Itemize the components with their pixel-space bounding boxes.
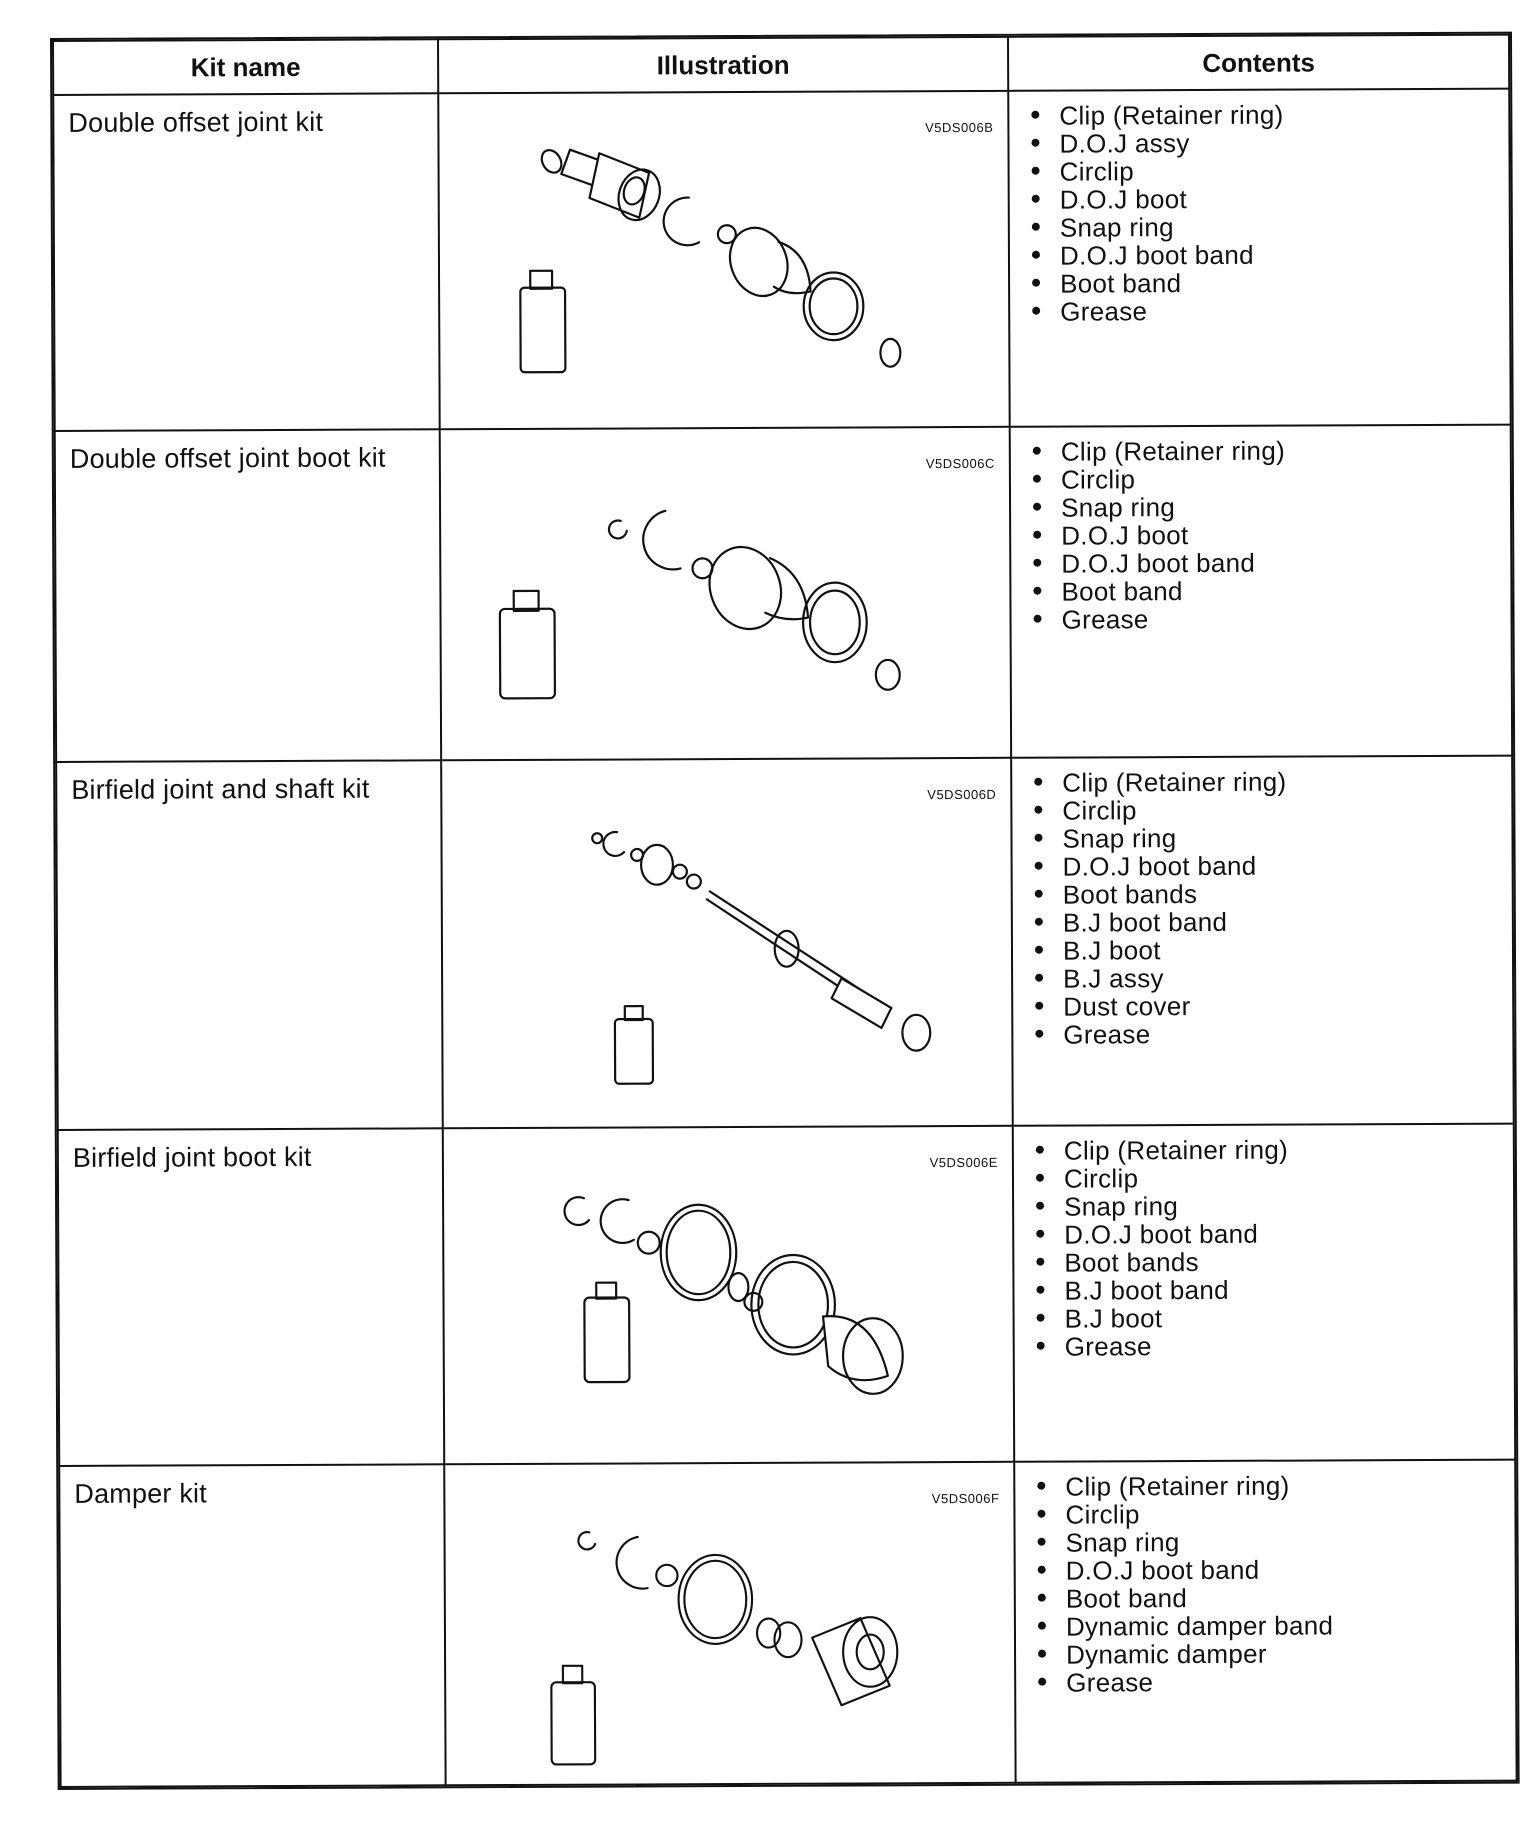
contents-list — [1027, 436, 1511, 634]
list-item: Snap ring — [1032, 1527, 1515, 1557]
kit-name-cell: Damper kit — [59, 1464, 445, 1787]
list-item: D.O.J boot band — [1026, 240, 1509, 270]
header-illustration: Illustration — [438, 37, 1008, 93]
illustration-cell — [438, 91, 1009, 429]
list-item: B.J boot band — [1029, 907, 1512, 937]
table-row — [56, 756, 1514, 1130]
header-kit-name: Kit name — [53, 39, 438, 95]
doj-boot-kit-illustration — [441, 428, 1010, 759]
list-item: Clip (Retainer ring) — [1027, 436, 1510, 466]
list-item: Grease — [1032, 1667, 1515, 1697]
list-item: Snap ring — [1030, 1191, 1513, 1221]
figure-code: V5DS006D — [927, 786, 997, 803]
kit-table-sheet — [50, 32, 1520, 1790]
list-item: D.O.J boot band — [1027, 548, 1510, 578]
list-item: Circlip — [1026, 156, 1509, 186]
list-item: Clip (Retainer ring) — [1030, 1135, 1513, 1165]
list-item: Circlip — [1027, 464, 1510, 494]
figure-code: V5DS006C — [925, 455, 995, 472]
list-item: Grease — [1029, 1019, 1512, 1049]
list-item: D.O.J boot band — [1029, 851, 1512, 881]
contents-cell — [1014, 1460, 1516, 1783]
list-item: Grease — [1031, 1331, 1514, 1361]
contents-list — [1030, 1135, 1514, 1361]
list-item: D.O.J boot band — [1032, 1555, 1515, 1585]
kit-name-cell: Double offset joint kit — [53, 93, 439, 431]
table-row — [53, 89, 1510, 431]
damper-kit-illustration — [445, 1463, 1014, 1784]
contents-cell — [1010, 425, 1512, 758]
contents-list — [1031, 1471, 1515, 1697]
list-item: Clip (Retainer ring) — [1031, 1471, 1514, 1501]
list-item: Grease — [1027, 604, 1510, 634]
bj-shaft-kit-illustration — [442, 759, 1012, 1127]
contents-cell — [1013, 1124, 1515, 1462]
list-item: Circlip — [1031, 1499, 1514, 1529]
header-row — [53, 35, 1509, 95]
list-item: B.J assy — [1029, 963, 1512, 993]
contents-list — [1025, 100, 1509, 326]
list-item: Circlip — [1030, 1163, 1513, 1193]
list-item: Dust cover — [1029, 991, 1512, 1021]
list-item: Snap ring — [1027, 492, 1510, 522]
list-item: Snap ring — [1026, 212, 1509, 242]
list-item: Circlip — [1028, 795, 1511, 825]
list-item: Boot band — [1027, 576, 1510, 606]
list-item: D.O.J assy — [1025, 128, 1508, 158]
list-item: B.J boot — [1029, 935, 1512, 965]
doj-kit-illustration — [439, 92, 1008, 428]
table-row — [59, 1460, 1516, 1787]
contents-list — [1028, 767, 1512, 1049]
illustration-cell — [444, 1462, 1015, 1785]
header-contents: Contents — [1008, 35, 1509, 91]
list-item: Boot band — [1026, 268, 1509, 298]
kit-name-cell: Birfield joint and shaft kit — [56, 760, 443, 1130]
figure-code: V5DS006E — [929, 1154, 998, 1171]
table-row — [58, 1124, 1515, 1466]
kit-table — [52, 34, 1518, 1788]
list-item: Boot bands — [1029, 879, 1512, 909]
list-item: D.O.J boot — [1027, 520, 1510, 550]
bj-boot-kit-illustration — [444, 1127, 1013, 1463]
illustration-cell — [443, 1126, 1014, 1464]
figure-code: V5DS006B — [925, 119, 994, 136]
list-item: Grease — [1026, 296, 1509, 326]
list-item: D.O.J boot — [1026, 184, 1509, 214]
list-item: Snap ring — [1028, 823, 1511, 853]
list-item: B.J boot — [1031, 1303, 1514, 1333]
list-item: Boot bands — [1030, 1247, 1513, 1277]
contents-cell — [1008, 89, 1510, 427]
list-item: D.O.J boot band — [1030, 1219, 1513, 1249]
figure-code: V5DS006F — [931, 1490, 1000, 1507]
kit-name-cell: Double offset joint boot kit — [55, 429, 441, 762]
list-item: Boot band — [1032, 1583, 1515, 1613]
list-item: Dynamic damper band — [1032, 1611, 1515, 1641]
kit-name-cell: Birfield joint boot kit — [58, 1128, 444, 1466]
table-row — [55, 425, 1512, 762]
list-item: Dynamic damper — [1032, 1639, 1515, 1669]
list-item: Clip (Retainer ring) — [1028, 767, 1511, 797]
illustration-cell — [440, 427, 1011, 760]
illustration-cell — [441, 758, 1013, 1128]
list-item: B.J boot band — [1030, 1275, 1513, 1305]
contents-cell — [1011, 756, 1514, 1126]
list-item: Clip (Retainer ring) — [1025, 100, 1508, 130]
